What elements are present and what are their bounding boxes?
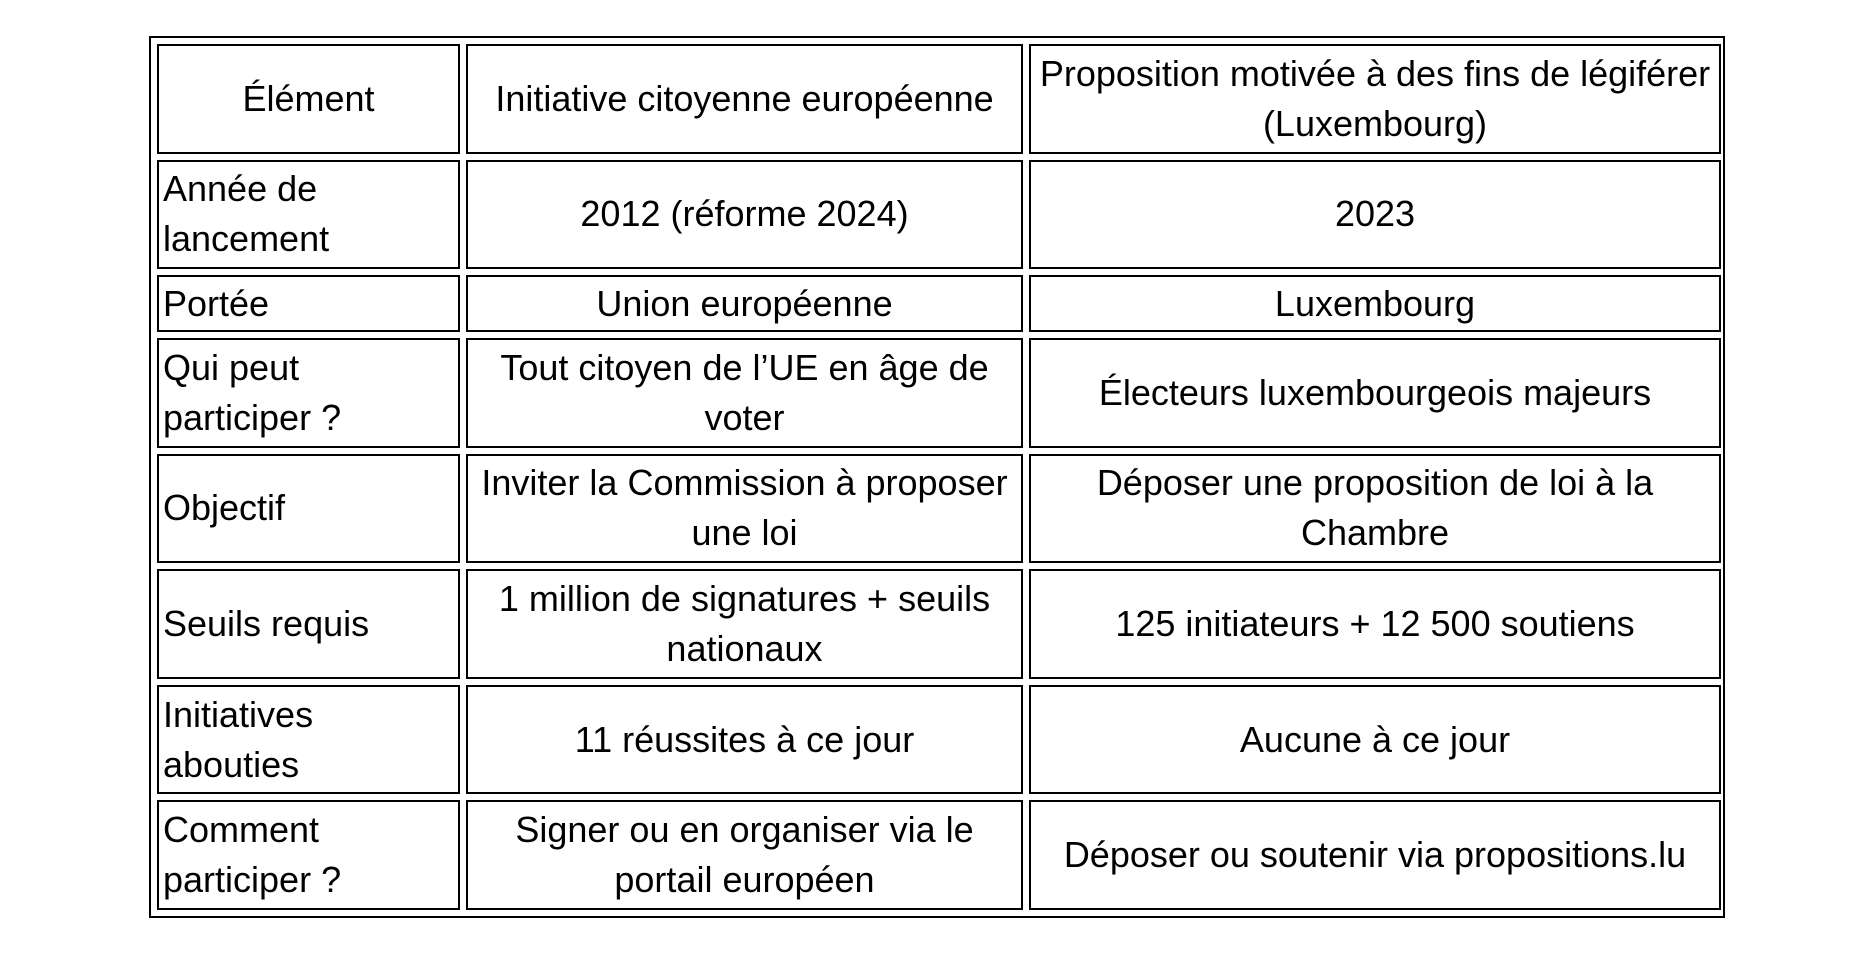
row-label: Initiatives abouties [157, 685, 460, 795]
table-row [157, 569, 1721, 679]
row-label: Année de lancement [157, 160, 460, 270]
cell-lu: 2023 [1029, 160, 1721, 270]
cell-lu: Déposer ou soutenir via propositions.lu [1029, 800, 1721, 910]
comparison-table-frame [149, 36, 1725, 918]
table-row [157, 685, 1721, 795]
cell-eu: Union européenne [466, 275, 1023, 332]
cell-eu: 11 réussites à ce jour [466, 685, 1023, 795]
row-label: Seuils requis [157, 569, 460, 679]
cell-lu: 125 initiateurs + 12 500 soutiens [1029, 569, 1721, 679]
table-row [157, 275, 1721, 332]
header-proposition-motivee-luxembourg: Proposition motivée à des fins de légiférer (Luxembourg) [1029, 44, 1721, 154]
header-element: Élément [157, 44, 460, 154]
row-label: Comment participer ? [157, 800, 460, 910]
cell-eu: Signer ou en organiser via le portail européen [466, 800, 1023, 910]
cell-eu: 1 million de signatures + seuils nationaux [466, 569, 1023, 679]
table-row [157, 338, 1721, 448]
row-label: Qui peut participer ? [157, 338, 460, 448]
cell-lu: Aucune à ce jour [1029, 685, 1721, 795]
cell-eu: Tout citoyen de l’UE en âge de voter [466, 338, 1023, 448]
row-label: Portée [157, 275, 460, 332]
cell-lu: Déposer une proposition de loi à la Chambre [1029, 454, 1721, 564]
cell-lu: Électeurs luxembourgeois majeurs [1029, 338, 1721, 448]
cell-eu: 2012 (réforme 2024) [466, 160, 1023, 270]
table-row [157, 454, 1721, 564]
header-initiative-citoyenne-europeenne: Initiative citoyenne européenne [466, 44, 1023, 154]
cell-eu: Inviter la Commission à proposer une loi [466, 454, 1023, 564]
table-row [157, 160, 1721, 270]
header-row [157, 44, 1721, 154]
table-row [157, 800, 1721, 910]
cell-lu: Luxembourg [1029, 275, 1721, 332]
comparison-table [151, 38, 1727, 916]
row-label: Objectif [157, 454, 460, 564]
